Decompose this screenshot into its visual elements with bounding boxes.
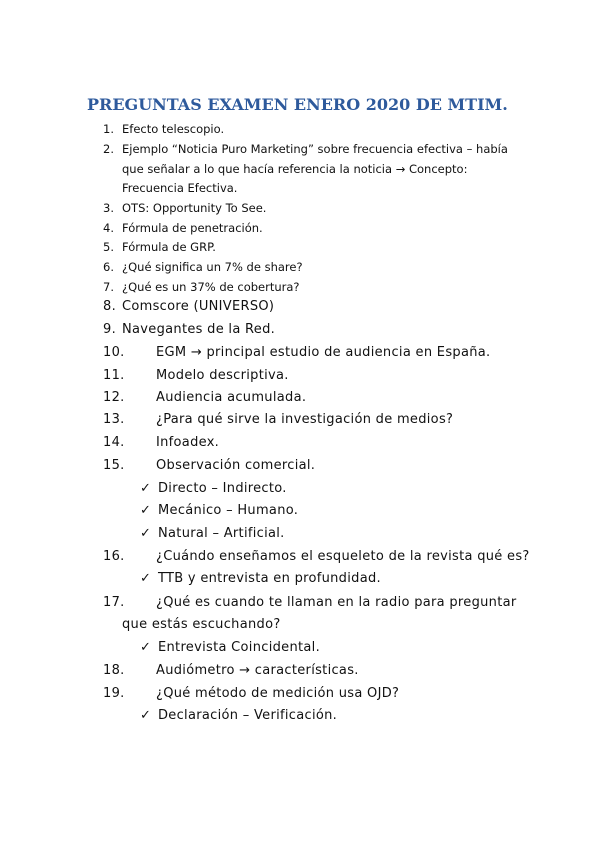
checkmark-icon: ✓ [140,708,152,723]
checkmark-icon: ✓ [140,640,152,655]
checkmark-icon: ✓ [140,526,152,541]
page-title: PREGUNTAS EXAMEN ENERO 2020 DE MTIM. [87,95,508,114]
checkmark-icon: ✓ [140,503,152,518]
checkmark-icon: ✓ [140,571,152,586]
checkmark-icon: ✓ [140,481,152,496]
document-page: PREGUNTAS EXAMEN ENERO 2020 DE MTIM. 1. Efecto telescopio. 2. Ejemplo “Noticia Puro Marketing” sobre frecuencia efectiva – había que señalar a lo que hacía referencia la noticia → Concepto: Frecuencia Efectiva. 3. OTS: Opportunity To See. 4. Fórmula de penetración. 5. Fórmula de GRP. 6. ¿Qué significa un 7% de share? 7. ¿Qué es un 37% de cobertura? 8. Comscore (UNIVERSO) 9. Navegantes de la Red. 10. EGM → principal estudio de audiencia en España. 11. Modelo descriptiva. 12. Audiencia acumulada. 13. ¿Para qué sirve la investigación de medios? 14. Infoadex. 15. Observación comercial. ✓ Directo – Indirecto. ✓ Mecánico – Humano. ✓ Natural – Artificial. 16. ¿Cuándo enseñamos el esqueleto de la revista qué es? ✓ TTB y entrevista en profundidad. 17. ¿Qué es cuando te llaman en la radio para preguntar que estás escuchando? ✓ Entrevista Coincidental. 18. Audiómetro → características. 19. ¿Qué método de medición usa OJD? ✓ Declaración – Verificación. [87,95,530,723]
